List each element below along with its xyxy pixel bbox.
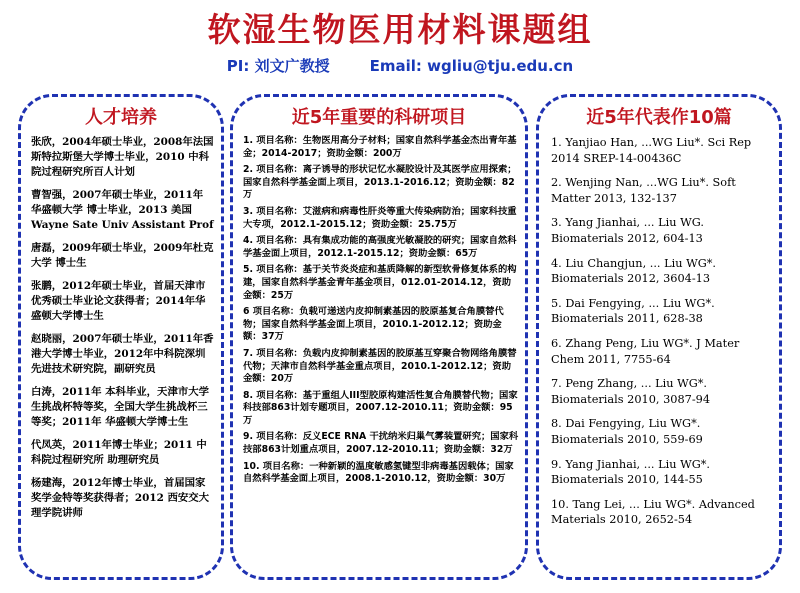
- pi-name: PI: 刘文广教授: [226, 57, 330, 75]
- contact-line: [0, 55, 800, 76]
- publication-entry: 9. Yang Jianhai, ... Liu WG*. Biomaterials 2010, 144-55: [551, 457, 710, 487]
- talent-entry: 张欣，2004年硕士毕业，2008年法国斯特拉斯堡大学博士毕业，2010 中科院过程研究所百人计划: [31, 136, 214, 178]
- project-entry: 6 项目名称：负载可递送内皮抑制素基因的胶原基复合角膜替代物；国家自然科学基金面上项目，2010.1-2012.12；资助金额：37万: [243, 306, 504, 343]
- publication-entry: 5. Dai Fengying, ... Liu WG*. Biomaterials 2011, 628-38: [551, 296, 715, 326]
- project-entry: 1. 项目名称：生物医用高分子材料；国家自然科学基金杰出青年基金；2014-2017；资助金额：200万: [243, 135, 517, 159]
- publication-entry: 7. Peng Zhang, ... Liu WG*. Biomaterials 2010, 3087-94: [551, 377, 711, 406]
- publication-entry: 6. Zhang Peng, Liu WG*. J Mater Chem 2011, 7755-64: [551, 336, 740, 366]
- page-title: 软湿生物医用材料课题组: [207, 10, 593, 49]
- publication-entry: 10. Tang Lei, ... Liu WG*. Advanced Materials 2010, 2652-54: [551, 497, 755, 527]
- project-entry: 9. 项目名称：反义ECE RNA 干扰纳米归巢气雾装置研究；国家科技部863计划重点项目，2007.12-2010.11；资助金额：32万: [243, 431, 519, 456]
- project-entry: 2. 项目名称：离子诱导的形状记忆水凝胶设计及其医学应用探索；国家自然科学基金面上项目，2013.1-2016.12；资助金额：82万: [243, 164, 517, 201]
- project-entry: 4. 项目名称：具有集成功能的高强度光敏凝胶的研究；国家自然科学基金面上项目，2012.1-2015.12；资助金额：65万: [243, 235, 517, 259]
- talent-entry: 唐磊，2009年硕士毕业，2009年杜克大学 博士生: [31, 242, 214, 269]
- publication-entry: 8. Dai Fengying, Liu WG*. Biomaterials 2010, 559-69: [551, 417, 703, 446]
- publications-panel-title: 近5年代表作10篇: [586, 107, 732, 128]
- publication-entry: 4. Liu Changjun, ... Liu WG*. Biomaterials 2012, 3604-13: [551, 256, 716, 286]
- talent-entry: 张鹏，2012年硕士毕业，首届天津市优秀硕士毕业论文获得者；2014年华盛顿大学博士生: [31, 280, 206, 322]
- email-address: Email: wgliu@tju.edu.cn: [369, 57, 574, 75]
- project-entry: 7. 项目名称：负载内皮抑制素基因的胶原基互穿聚合物网络角膜替代物；天津市自然科学基金重点项目，2010.1-2012.12；资助金额：20万: [243, 347, 517, 385]
- talent-panel-title: 人才培养: [85, 107, 157, 128]
- publication-entry: 2. Wenjing Nan, ...WG Liu*. Soft Matter 2013, 132-137: [551, 176, 736, 205]
- project-entry: 3. 项目名称：艾滋病和病毒性肝炎等重大传染病防治；国家科技重大专项，2012.1-2015.12；资助金额：25.75万: [243, 205, 517, 230]
- projects-panel: [230, 94, 528, 580]
- talent-entry: 曹智强，2007年硕士毕业，2011年 华盛顿大学 博士毕业，2013 美国 Wayne Sate Univ Assistant Prof: [31, 189, 214, 231]
- publication-entry: 1. Yanjiao Han, ...WG Liu*. Sci Rep 2014 SREP-14-00436C: [551, 136, 752, 165]
- talent-panel: [18, 94, 224, 580]
- projects-panel-title: 近5年重要的科研项目: [291, 107, 467, 128]
- talent-entry: 赵晓丽，2007年硕士毕业，2011年香港大学博士毕业，2012年中科院深圳先进技术研究院，副研究员: [31, 333, 214, 375]
- project-entry: 5. 项目名称：基于关节炎炎症和基质降解的新型软骨修复体系的构建，国家自然科学基金青年基金项目，012.01-2014.12，资助金额：25万: [243, 264, 517, 301]
- talent-entry: 杨建海，2012年博士毕业，首届国家奖学金特等奖获得者；2012 西安交大理学院讲师: [31, 477, 210, 519]
- talent-entry: 白涛，2011年 本科毕业，天津市大学生挑战杯特等奖，全国大学生挑战杯三等奖；2011年 华盛顿大学博士生: [31, 386, 210, 428]
- publication-entry: 3. Yang Jianhai, ... Liu WG. Biomaterials 2012, 604-13: [551, 216, 704, 245]
- project-entry: 10. 项目名称：一种新颖的温度敏感氢键型非病毒基因载体；国家自然科学基金面上项目，2008.1-2010.12，资助金额：30万: [243, 460, 514, 485]
- project-entry: 8. 项目名称：基于重组人III型胶原构建活性复合角膜替代物；国家科技部863计划专题项目，2007.12-2010.11；资助金额：95万: [243, 389, 518, 426]
- publications-panel: [536, 94, 782, 580]
- talent-entry: 代凤英，2011年博士毕业；2011 中科院过程研究所 助理研究员: [31, 439, 207, 466]
